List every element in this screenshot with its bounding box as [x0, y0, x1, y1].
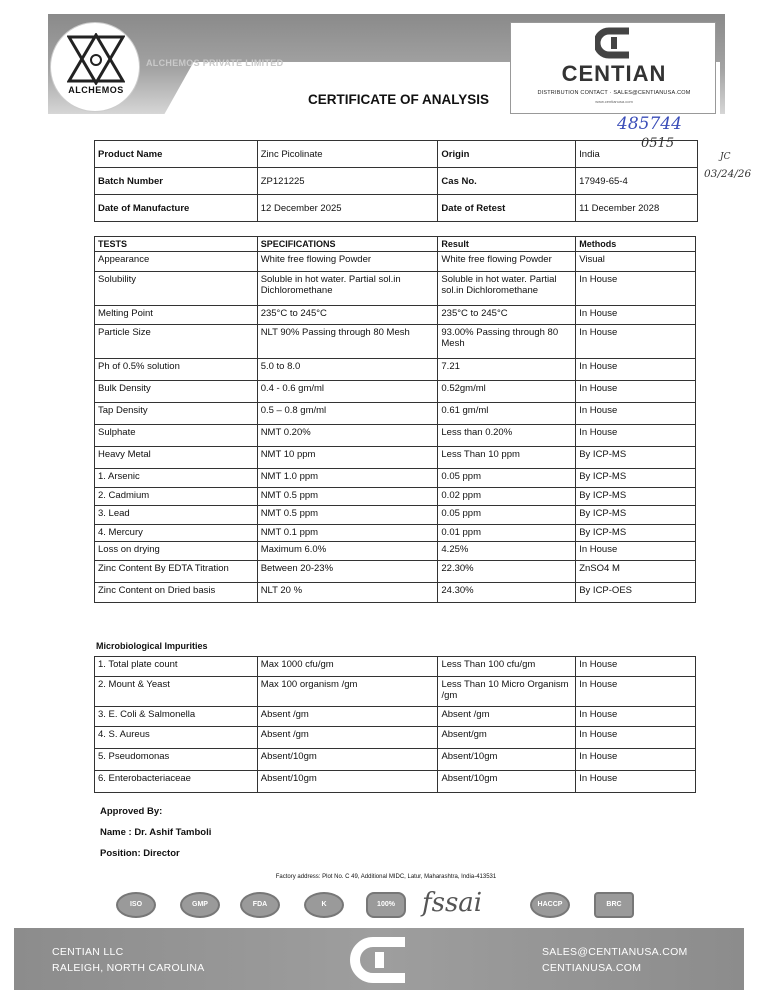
micro-test-result: Absent/10gm — [438, 749, 576, 771]
test-spec: 5.0 to 8.0 — [257, 359, 438, 381]
micro-test-method: In House — [576, 771, 696, 793]
test-spec: Between 20-23% — [257, 561, 438, 583]
iso-badge-icon: ISO — [116, 892, 156, 918]
micro-test-name: 6. Enterobacteriaceae — [95, 771, 258, 793]
test-result: 0.52gm/ml — [438, 381, 576, 403]
micro-row — [95, 727, 696, 749]
test-method: By ICP-MS — [576, 506, 696, 525]
micro-test-spec: Max 100 organism /gm — [257, 677, 438, 707]
test-result: 4.25% — [438, 542, 576, 561]
tests-header-row — [95, 237, 696, 252]
header-specs: SPECIFICATIONS — [257, 237, 438, 252]
brc-badge-icon: BRC — [594, 892, 634, 918]
test-method: In House — [576, 325, 696, 359]
test-row — [95, 325, 696, 359]
micro-row — [95, 707, 696, 727]
distributor-contact: DISTRIBUTION CONTACT · SALES@CENTIANUSA.COM — [537, 90, 691, 96]
micro-row — [95, 771, 696, 793]
factory-address: Factory address: Plot No. C 49, Additional MIDC, Latur, Maharashtra, India-413531 — [275, 874, 497, 880]
test-result: 22.30% — [438, 561, 576, 583]
micro-test-method: In House — [576, 727, 696, 749]
test-method: In House — [576, 306, 696, 325]
handwritten-number-2: 0515 — [641, 136, 675, 151]
test-spec: NLT 20 % — [257, 583, 438, 603]
test-name: Sulphate — [95, 425, 258, 447]
centian-logo-box — [510, 22, 716, 114]
test-spec: Soluble in hot water. Partial sol.in Dichloromethane — [257, 272, 438, 306]
header-result: Result — [438, 237, 576, 252]
micro-table — [94, 656, 696, 793]
test-name: 3. Lead — [95, 506, 258, 525]
micro-test-method: In House — [576, 749, 696, 771]
test-result: 93.00% Passing through 80 Mesh — [438, 325, 576, 359]
test-result: 0.61 gm/ml — [438, 403, 576, 425]
logo-text: ALCHEMOS — [68, 85, 124, 95]
micro-test-name: 1. Total plate count — [95, 657, 258, 677]
test-name: Ph of 0.5% solution — [95, 359, 258, 381]
footer-website[interactable]: CENTIANUSA.COM — [542, 962, 642, 974]
test-row — [95, 403, 696, 425]
micro-test-result: Absent/10gm — [438, 771, 576, 793]
test-spec: NMT 1.0 ppm — [257, 469, 438, 488]
test-name: 2. Cadmium — [95, 488, 258, 506]
document-title: CERTIFICATE OF ANALYSIS — [308, 92, 490, 107]
footer-band — [14, 928, 744, 990]
test-row — [95, 469, 696, 488]
test-method: In House — [576, 381, 696, 403]
test-spec: 0.5 – 0.8 gm/ml — [257, 403, 438, 425]
test-result: 0.05 ppm — [438, 469, 576, 488]
test-name: Heavy Metal — [95, 447, 258, 469]
test-row — [95, 542, 696, 561]
gmp-badge-icon: GMP — [180, 892, 220, 918]
test-spec: White free flowing Powder — [257, 252, 438, 272]
test-row — [95, 272, 696, 306]
micro-test-spec: Absent/10gm — [257, 749, 438, 771]
test-method: By ICP-MS — [576, 469, 696, 488]
test-name: Bulk Density — [95, 381, 258, 403]
micro-section-title: Microbiological Impurities — [96, 641, 208, 651]
footer-right — [542, 944, 688, 976]
test-method: By ICP-MS — [576, 488, 696, 506]
handwritten-number: 485744 — [617, 114, 682, 134]
retest-label: Date of Retest — [438, 195, 576, 222]
test-result: 0.01 ppm — [438, 525, 576, 542]
test-name: Melting Point — [95, 306, 258, 325]
fssai-logo-icon: fssai — [422, 888, 483, 918]
micro-test-method: In House — [576, 657, 696, 677]
test-result: 7.21 — [438, 359, 576, 381]
product-info-table — [94, 140, 698, 222]
approved-by-label: Approved By: — [100, 806, 163, 817]
test-result: 235°C to 245°C — [438, 306, 576, 325]
test-row — [95, 506, 696, 525]
distributor-web: www.centianusa.com — [595, 99, 633, 104]
test-name: Zinc Content By EDTA Titration — [95, 561, 258, 583]
micro-test-result: Absent /gm — [438, 707, 576, 727]
footer-left — [52, 944, 205, 976]
centian-footer-mark-icon — [349, 936, 409, 984]
micro-row — [95, 657, 696, 677]
kosher-badge-icon: K — [304, 892, 344, 918]
tests-table — [94, 236, 696, 603]
footer-company: CENTIAN LLC — [52, 946, 124, 958]
test-row — [95, 447, 696, 469]
test-row — [95, 425, 696, 447]
test-spec: NMT 0.20% — [257, 425, 438, 447]
test-spec: NMT 0.5 ppm — [257, 488, 438, 506]
test-spec: 0.4 - 0.6 gm/ml — [257, 381, 438, 403]
test-row — [95, 252, 696, 272]
test-name: Solubility — [95, 272, 258, 306]
mfg-value: 12 December 2025 — [257, 195, 438, 222]
micro-test-name: 3. E. Coli & Salmonella — [95, 707, 258, 727]
test-spec: 235°C to 245°C — [257, 306, 438, 325]
micro-test-method: In House — [576, 677, 696, 707]
distributor-name: CENTIAN — [561, 61, 667, 86]
test-row — [95, 359, 696, 381]
micro-test-name: 5. Pseudomonas — [95, 749, 258, 771]
test-spec: NMT 10 ppm — [257, 447, 438, 469]
approver-position: Position: Director — [100, 848, 180, 859]
haccp-badge-icon: HACCP — [530, 892, 570, 918]
cas-label: Cas No. — [438, 168, 576, 195]
test-row — [95, 488, 696, 506]
test-spec: NMT 0.5 ppm — [257, 506, 438, 525]
micro-test-spec: Absent /gm — [257, 707, 438, 727]
certification-logos — [110, 888, 650, 922]
micro-test-name: 2. Mount & Yeast — [95, 677, 258, 707]
test-result: 0.02 ppm — [438, 488, 576, 506]
test-result: 0.05 ppm — [438, 506, 576, 525]
test-name: 4. Mercury — [95, 525, 258, 542]
test-method: By ICP-MS — [576, 525, 696, 542]
origin-value: India — [576, 141, 698, 168]
alchemos-logo-icon — [67, 33, 125, 85]
retest-value: 11 December 2028 — [576, 195, 698, 222]
halal-badge-icon: 100% — [366, 892, 406, 918]
test-spec: NLT 90% Passing through 80 Mesh — [257, 325, 438, 359]
footer-location: RALEIGH, NORTH CAROLINA — [52, 962, 205, 974]
test-result: 24.30% — [438, 583, 576, 603]
test-result: White free flowing Powder — [438, 252, 576, 272]
company-name: ALCHEMOS PRIVATE LIMITED — [146, 58, 284, 68]
micro-test-method: In House — [576, 707, 696, 727]
test-name: Tap Density — [95, 403, 258, 425]
test-name: Zinc Content on Dried basis — [95, 583, 258, 603]
test-method: In House — [576, 425, 696, 447]
origin-label: Origin — [438, 141, 576, 168]
test-method: By ICP-OES — [576, 583, 696, 603]
test-name: Loss on drying — [95, 542, 258, 561]
approver-name: Name : Dr. Ashif Tamboli — [100, 827, 212, 838]
header-methods: Methods — [576, 237, 696, 252]
test-method: ZnSO4 M — [576, 561, 696, 583]
test-method: In House — [576, 272, 696, 306]
micro-test-result: Less Than 100 cfu/gm — [438, 657, 576, 677]
test-row — [95, 381, 696, 403]
test-name: Appearance — [95, 252, 258, 272]
product-name-value: Zinc Picolinate — [257, 141, 438, 168]
test-spec: NMT 0.1 ppm — [257, 525, 438, 542]
micro-row — [95, 677, 696, 707]
test-method: Visual — [576, 252, 696, 272]
micro-test-name: 4. S. Aureus — [95, 727, 258, 749]
test-method: In House — [576, 542, 696, 561]
test-method: By ICP-MS — [576, 447, 696, 469]
test-row — [95, 525, 696, 542]
centian-mark-icon — [595, 27, 633, 59]
micro-test-spec: Absent /gm — [257, 727, 438, 749]
handwritten-date: 03/24/26 — [704, 168, 752, 180]
micro-row — [95, 749, 696, 771]
header-tests: TESTS — [95, 237, 258, 252]
micro-test-result: Less Than 10 Micro Organism /gm — [438, 677, 576, 707]
test-result: Less Than 10 ppm — [438, 447, 576, 469]
test-method: In House — [576, 359, 696, 381]
test-name: Particle Size — [95, 325, 258, 359]
micro-test-spec: Absent/10gm — [257, 771, 438, 793]
mfg-label: Date of Manufacture — [95, 195, 258, 222]
micro-test-result: Absent/gm — [438, 727, 576, 749]
test-row — [95, 306, 696, 325]
batch-label: Batch Number — [95, 168, 258, 195]
footer-email[interactable]: SALES@CENTIANUSA.COM — [542, 946, 688, 958]
test-result: Soluble in hot water. Partial sol.in Dichloromethane — [438, 272, 576, 306]
test-spec: Maximum 6.0% — [257, 542, 438, 561]
product-name-label: Product Name — [95, 141, 258, 168]
batch-value: ZP121225 — [257, 168, 438, 195]
fda-badge-icon: FDA — [240, 892, 280, 918]
cas-value: 17949-65-4 — [576, 168, 698, 195]
test-name: 1. Arsenic — [95, 469, 258, 488]
test-row — [95, 561, 696, 583]
micro-test-spec: Max 1000 cfu/gm — [257, 657, 438, 677]
test-method: In House — [576, 403, 696, 425]
test-row — [95, 583, 696, 603]
alchemos-logo — [50, 22, 140, 112]
handwritten-initials: JC — [720, 152, 731, 162]
test-result: Less than 0.20% — [438, 425, 576, 447]
